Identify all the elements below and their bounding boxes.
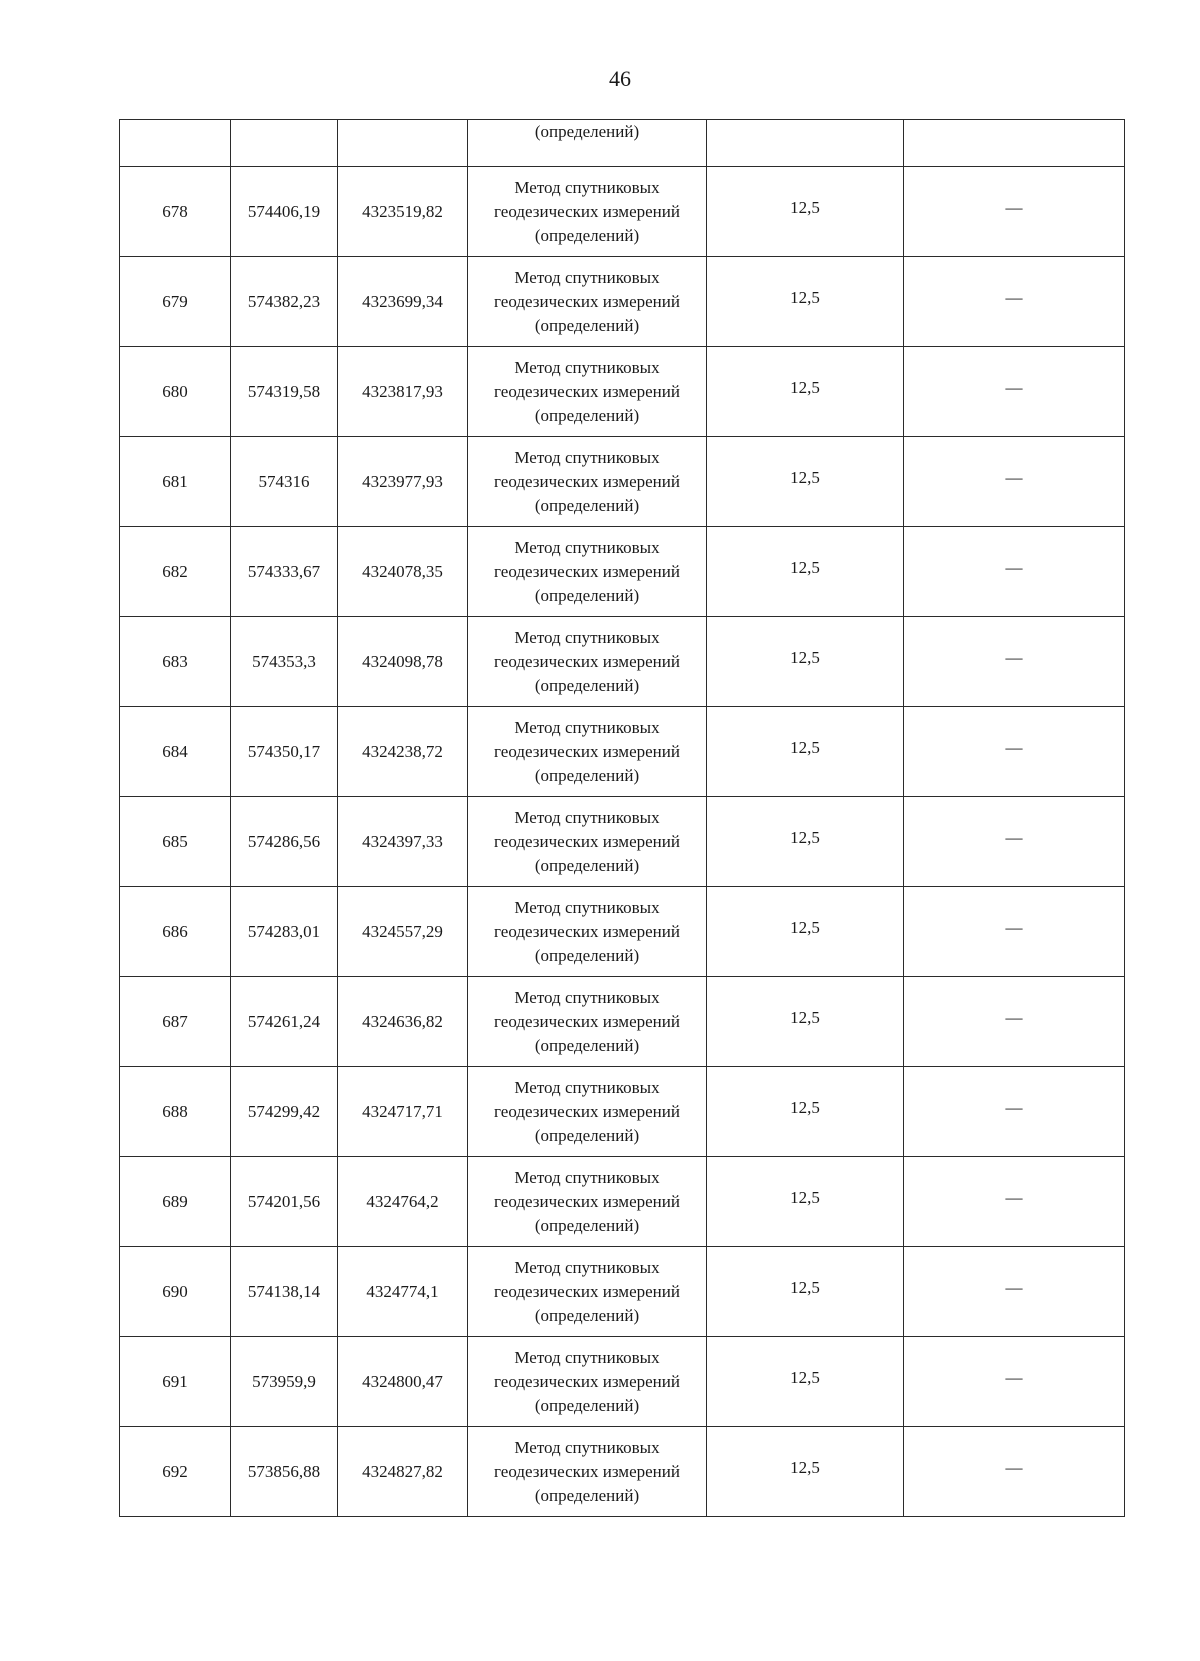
method-line: геодезических измерений <box>494 1191 680 1211</box>
cell-method <box>468 617 707 707</box>
cell-precision-text: 12,5 <box>790 377 820 397</box>
cell-x <box>231 797 338 887</box>
method-line: Метод спутниковых <box>514 807 660 827</box>
cell-x-text: 574382,23 <box>247 291 321 311</box>
cell-y-text: 4324800,47 <box>362 1371 443 1391</box>
cell-precision <box>707 527 904 617</box>
cell-number-text: 685 <box>162 831 188 851</box>
cell-precision-text: 12,5 <box>790 1097 820 1117</box>
cell-number-text: 680 <box>162 381 188 401</box>
cell-note <box>904 617 1125 707</box>
cell-note-text: — <box>1005 287 1023 307</box>
cell-x-text: 574299,42 <box>247 1101 321 1121</box>
method-line: (определений) <box>534 122 640 141</box>
cell-y-text: 4324238,72 <box>362 741 443 761</box>
table-row <box>120 617 1125 707</box>
method-line: (определений) <box>534 1395 640 1415</box>
cell-note <box>904 977 1125 1067</box>
cell-precision <box>707 120 904 167</box>
cell-number <box>120 257 231 347</box>
cell-y-text: 4324764,2 <box>366 1191 439 1211</box>
cell-number <box>120 1067 231 1157</box>
method-line: геодезических измерений <box>494 1281 680 1301</box>
coordinates-table <box>119 119 1125 1517</box>
table-row <box>120 1337 1125 1427</box>
cell-x <box>231 707 338 797</box>
method-line: (определений) <box>534 225 640 245</box>
method-line: (определений) <box>534 765 640 785</box>
cell-x <box>231 527 338 617</box>
cell-precision <box>707 617 904 707</box>
method-line: Метод спутниковых <box>514 627 660 647</box>
table-row <box>120 1157 1125 1247</box>
cell-x <box>231 437 338 527</box>
cell-y <box>338 617 468 707</box>
cell-x <box>231 1157 338 1247</box>
cell-precision-text: 12,5 <box>790 737 820 757</box>
cell-note-text: — <box>1005 737 1023 757</box>
cell-y <box>338 887 468 977</box>
table-body <box>120 120 1125 1517</box>
cell-note <box>904 1247 1125 1337</box>
cell-number-text: 682 <box>162 561 188 581</box>
cell-x-text: 574261,24 <box>247 1011 321 1031</box>
cell-number-text: 678 <box>162 201 188 221</box>
method-line: геодезических измерений <box>494 651 680 671</box>
cell-y <box>338 167 468 257</box>
cell-number-text: 679 <box>162 291 188 311</box>
method-line: геодезических измерений <box>494 1371 680 1391</box>
method-line: геодезических измерений <box>494 291 680 311</box>
cell-x <box>231 1427 338 1517</box>
cell-precision-text: 12,5 <box>790 1367 820 1387</box>
cell-note <box>904 257 1125 347</box>
cell-note-text: — <box>1005 467 1023 487</box>
cell-note <box>904 120 1125 167</box>
cell-note <box>904 797 1125 887</box>
cell-precision-text: 12,5 <box>790 647 820 667</box>
cell-x <box>231 120 338 167</box>
cell-number <box>120 1427 231 1517</box>
cell-note <box>904 347 1125 437</box>
cell-x-text: 574353,3 <box>252 651 316 671</box>
cell-method <box>468 887 707 977</box>
cell-method <box>468 437 707 527</box>
cell-method <box>468 797 707 887</box>
cell-y <box>338 120 468 167</box>
cell-precision-text: 12,5 <box>790 827 820 847</box>
cell-method <box>468 1337 707 1427</box>
cell-note-text: — <box>1005 197 1023 217</box>
method-line: Метод спутниковых <box>514 267 660 287</box>
table-row <box>120 527 1125 617</box>
method-line: Метод спутниковых <box>514 357 660 377</box>
cell-number-text: 689 <box>162 1191 188 1211</box>
cell-note <box>904 1427 1125 1517</box>
table-row <box>120 707 1125 797</box>
method-line: геодезических измерений <box>494 1011 680 1031</box>
cell-number <box>120 977 231 1067</box>
cell-y-text: 4324098,78 <box>362 651 443 671</box>
table-row <box>120 257 1125 347</box>
cell-method <box>468 167 707 257</box>
method-line: геодезических измерений <box>494 831 680 851</box>
method-line: (определений) <box>534 315 640 335</box>
cell-y-text: 4324717,71 <box>362 1101 443 1121</box>
cell-x-text: 574406,19 <box>247 201 321 221</box>
cell-number-text: 690 <box>162 1281 188 1301</box>
cell-method <box>468 1427 707 1517</box>
cell-y-text: 4324397,33 <box>362 831 443 851</box>
method-line: (определений) <box>534 1035 640 1055</box>
cell-precision-text: 12,5 <box>790 1457 820 1477</box>
cell-y-text: 4324557,29 <box>362 921 443 941</box>
method-line: геодезических измерений <box>494 1101 680 1121</box>
cell-precision-text: 12,5 <box>790 287 820 307</box>
cell-precision <box>707 347 904 437</box>
cell-y <box>338 257 468 347</box>
cell-number <box>120 347 231 437</box>
cell-y-text: 4324827,82 <box>362 1461 443 1481</box>
cell-x-text: 574316 <box>258 471 310 491</box>
cell-y-text: 4324774,1 <box>366 1281 439 1301</box>
cell-note-text: — <box>1005 1457 1023 1477</box>
cell-precision <box>707 797 904 887</box>
method-line: геодезических измерений <box>494 921 680 941</box>
cell-y <box>338 707 468 797</box>
table-row <box>120 1427 1125 1517</box>
cell-precision-text: 12,5 <box>790 1187 820 1207</box>
method-line: Метод спутниковых <box>514 897 660 917</box>
table-row <box>120 887 1125 977</box>
page-number: 46 <box>609 66 631 91</box>
cell-note <box>904 437 1125 527</box>
method-line: Метод спутниковых <box>514 987 660 1007</box>
cell-number-text: 686 <box>162 921 188 941</box>
cell-precision-text: 12,5 <box>790 197 820 217</box>
cell-number <box>120 1247 231 1337</box>
method-line: Метод спутниковых <box>514 1257 660 1277</box>
cell-note-text: — <box>1005 377 1023 397</box>
cell-note <box>904 1157 1125 1247</box>
cell-method <box>468 1067 707 1157</box>
cell-x <box>231 1337 338 1427</box>
method-line: (определений) <box>534 945 640 965</box>
cell-x <box>231 617 338 707</box>
method-line: Метод спутниковых <box>514 717 660 737</box>
cell-y <box>338 347 468 437</box>
cell-number <box>120 1157 231 1247</box>
cell-y <box>338 977 468 1067</box>
cell-y <box>338 1247 468 1337</box>
cell-method <box>468 977 707 1067</box>
cell-x-text: 574333,67 <box>247 561 321 581</box>
cell-y-text: 4324078,35 <box>362 561 443 581</box>
cell-precision <box>707 167 904 257</box>
method-line: (определений) <box>534 585 640 605</box>
cell-note-text: — <box>1005 1277 1023 1297</box>
cell-precision-text: 12,5 <box>790 917 820 937</box>
method-line: (определений) <box>534 405 640 425</box>
cell-note-text: — <box>1005 1097 1023 1117</box>
cell-precision <box>707 977 904 1067</box>
cell-precision <box>707 887 904 977</box>
table-row <box>120 977 1125 1067</box>
cell-precision-text: 12,5 <box>790 467 820 487</box>
cell-number <box>120 167 231 257</box>
cell-y <box>338 1337 468 1427</box>
cell-number-text: 692 <box>162 1461 188 1481</box>
cell-note-text: — <box>1005 917 1023 937</box>
table-row <box>120 797 1125 887</box>
cell-precision <box>707 1067 904 1157</box>
cell-number <box>120 527 231 617</box>
table-row <box>120 167 1125 257</box>
cell-number-text: 691 <box>162 1371 188 1391</box>
cell-y <box>338 1067 468 1157</box>
table-row <box>120 437 1125 527</box>
cell-x-text: 574319,58 <box>247 381 321 401</box>
method-line: (определений) <box>534 855 640 875</box>
cell-precision <box>707 1157 904 1247</box>
cell-precision <box>707 437 904 527</box>
method-line: (определений) <box>534 675 640 695</box>
cell-method <box>468 257 707 347</box>
cell-y-text: 4323817,93 <box>362 381 443 401</box>
method-line: геодезических измерений <box>494 561 680 581</box>
cell-number <box>120 617 231 707</box>
cell-x <box>231 1067 338 1157</box>
cell-number <box>120 120 231 167</box>
cell-note-text: — <box>1005 1007 1023 1027</box>
cell-y <box>338 437 468 527</box>
method-line: геодезических измерений <box>494 471 680 491</box>
cell-y <box>338 1427 468 1517</box>
cell-precision-text: 12,5 <box>790 557 820 577</box>
cell-x <box>231 977 338 1067</box>
cell-precision <box>707 1427 904 1517</box>
cell-x-text: 574138,14 <box>247 1281 321 1301</box>
cell-note-text: — <box>1005 827 1023 847</box>
cell-note <box>904 887 1125 977</box>
method-line: геодезических измерений <box>494 381 680 401</box>
cell-x <box>231 347 338 437</box>
cell-x-text: 574283,01 <box>247 921 321 941</box>
cell-y <box>338 797 468 887</box>
cell-number <box>120 707 231 797</box>
cell-y-text: 4323977,93 <box>362 471 443 491</box>
cell-x-text: 573959,9 <box>252 1371 316 1391</box>
cell-y-text: 4323519,82 <box>362 201 443 221</box>
cell-number-text: 687 <box>162 1011 188 1031</box>
cell-x-text: 574201,56 <box>247 1191 321 1211</box>
continuation-row <box>120 120 1125 167</box>
cell-method <box>468 347 707 437</box>
cell-number-text: 684 <box>162 741 188 761</box>
cell-precision-text: 12,5 <box>790 1277 820 1297</box>
method-line: Метод спутниковых <box>514 1167 660 1187</box>
cell-note <box>904 707 1125 797</box>
method-line: (определений) <box>534 1125 640 1145</box>
cell-x-text: 574350,17 <box>247 741 321 761</box>
table-row <box>120 1247 1125 1337</box>
method-line: геодезических измерений <box>494 1461 680 1481</box>
method-line: Метод спутниковых <box>514 1077 660 1097</box>
cell-number <box>120 887 231 977</box>
method-line: геодезических измерений <box>494 201 680 221</box>
cell-method <box>468 120 707 167</box>
cell-precision <box>707 257 904 347</box>
method-line: Метод спутниковых <box>514 447 660 467</box>
cell-number <box>120 797 231 887</box>
method-line: геодезических измерений <box>494 741 680 761</box>
cell-x-text: 574286,56 <box>247 831 321 851</box>
cell-x <box>231 887 338 977</box>
cell-number-text: 688 <box>162 1101 188 1121</box>
cell-y <box>338 1157 468 1247</box>
cell-method <box>468 527 707 617</box>
method-line: (определений) <box>534 495 640 515</box>
cell-note <box>904 1337 1125 1427</box>
cell-y-text: 4323699,34 <box>362 291 443 311</box>
cell-method <box>468 707 707 797</box>
cell-precision <box>707 1337 904 1427</box>
method-line: Метод спутниковых <box>514 177 660 197</box>
cell-note-text: — <box>1005 647 1023 667</box>
cell-x <box>231 167 338 257</box>
cell-note-text: — <box>1005 1187 1023 1207</box>
table-row <box>120 1067 1125 1157</box>
cell-number-text: 683 <box>162 651 188 671</box>
cell-number <box>120 437 231 527</box>
cell-note-text: — <box>1005 557 1023 577</box>
method-line: Метод спутниковых <box>514 537 660 557</box>
method-line: Метод спутниковых <box>514 1347 660 1367</box>
cell-y <box>338 527 468 617</box>
cell-note-text: — <box>1005 1367 1023 1387</box>
method-line: (определений) <box>534 1485 640 1505</box>
method-line: (определений) <box>534 1215 640 1235</box>
cell-precision <box>707 1247 904 1337</box>
cell-method <box>468 1157 707 1247</box>
cell-x <box>231 257 338 347</box>
cell-y-text: 4324636,82 <box>362 1011 443 1031</box>
method-line: (определений) <box>534 1305 640 1325</box>
method-line: Метод спутниковых <box>514 1437 660 1457</box>
cell-precision-text: 12,5 <box>790 1007 820 1027</box>
cell-method <box>468 1247 707 1337</box>
cell-precision <box>707 707 904 797</box>
cell-note <box>904 167 1125 257</box>
cell-x-text: 573856,88 <box>247 1461 321 1481</box>
table-row <box>120 347 1125 437</box>
cell-number-text: 681 <box>162 471 188 491</box>
cell-note <box>904 1067 1125 1157</box>
cell-note <box>904 527 1125 617</box>
cell-number <box>120 1337 231 1427</box>
cell-x <box>231 1247 338 1337</box>
